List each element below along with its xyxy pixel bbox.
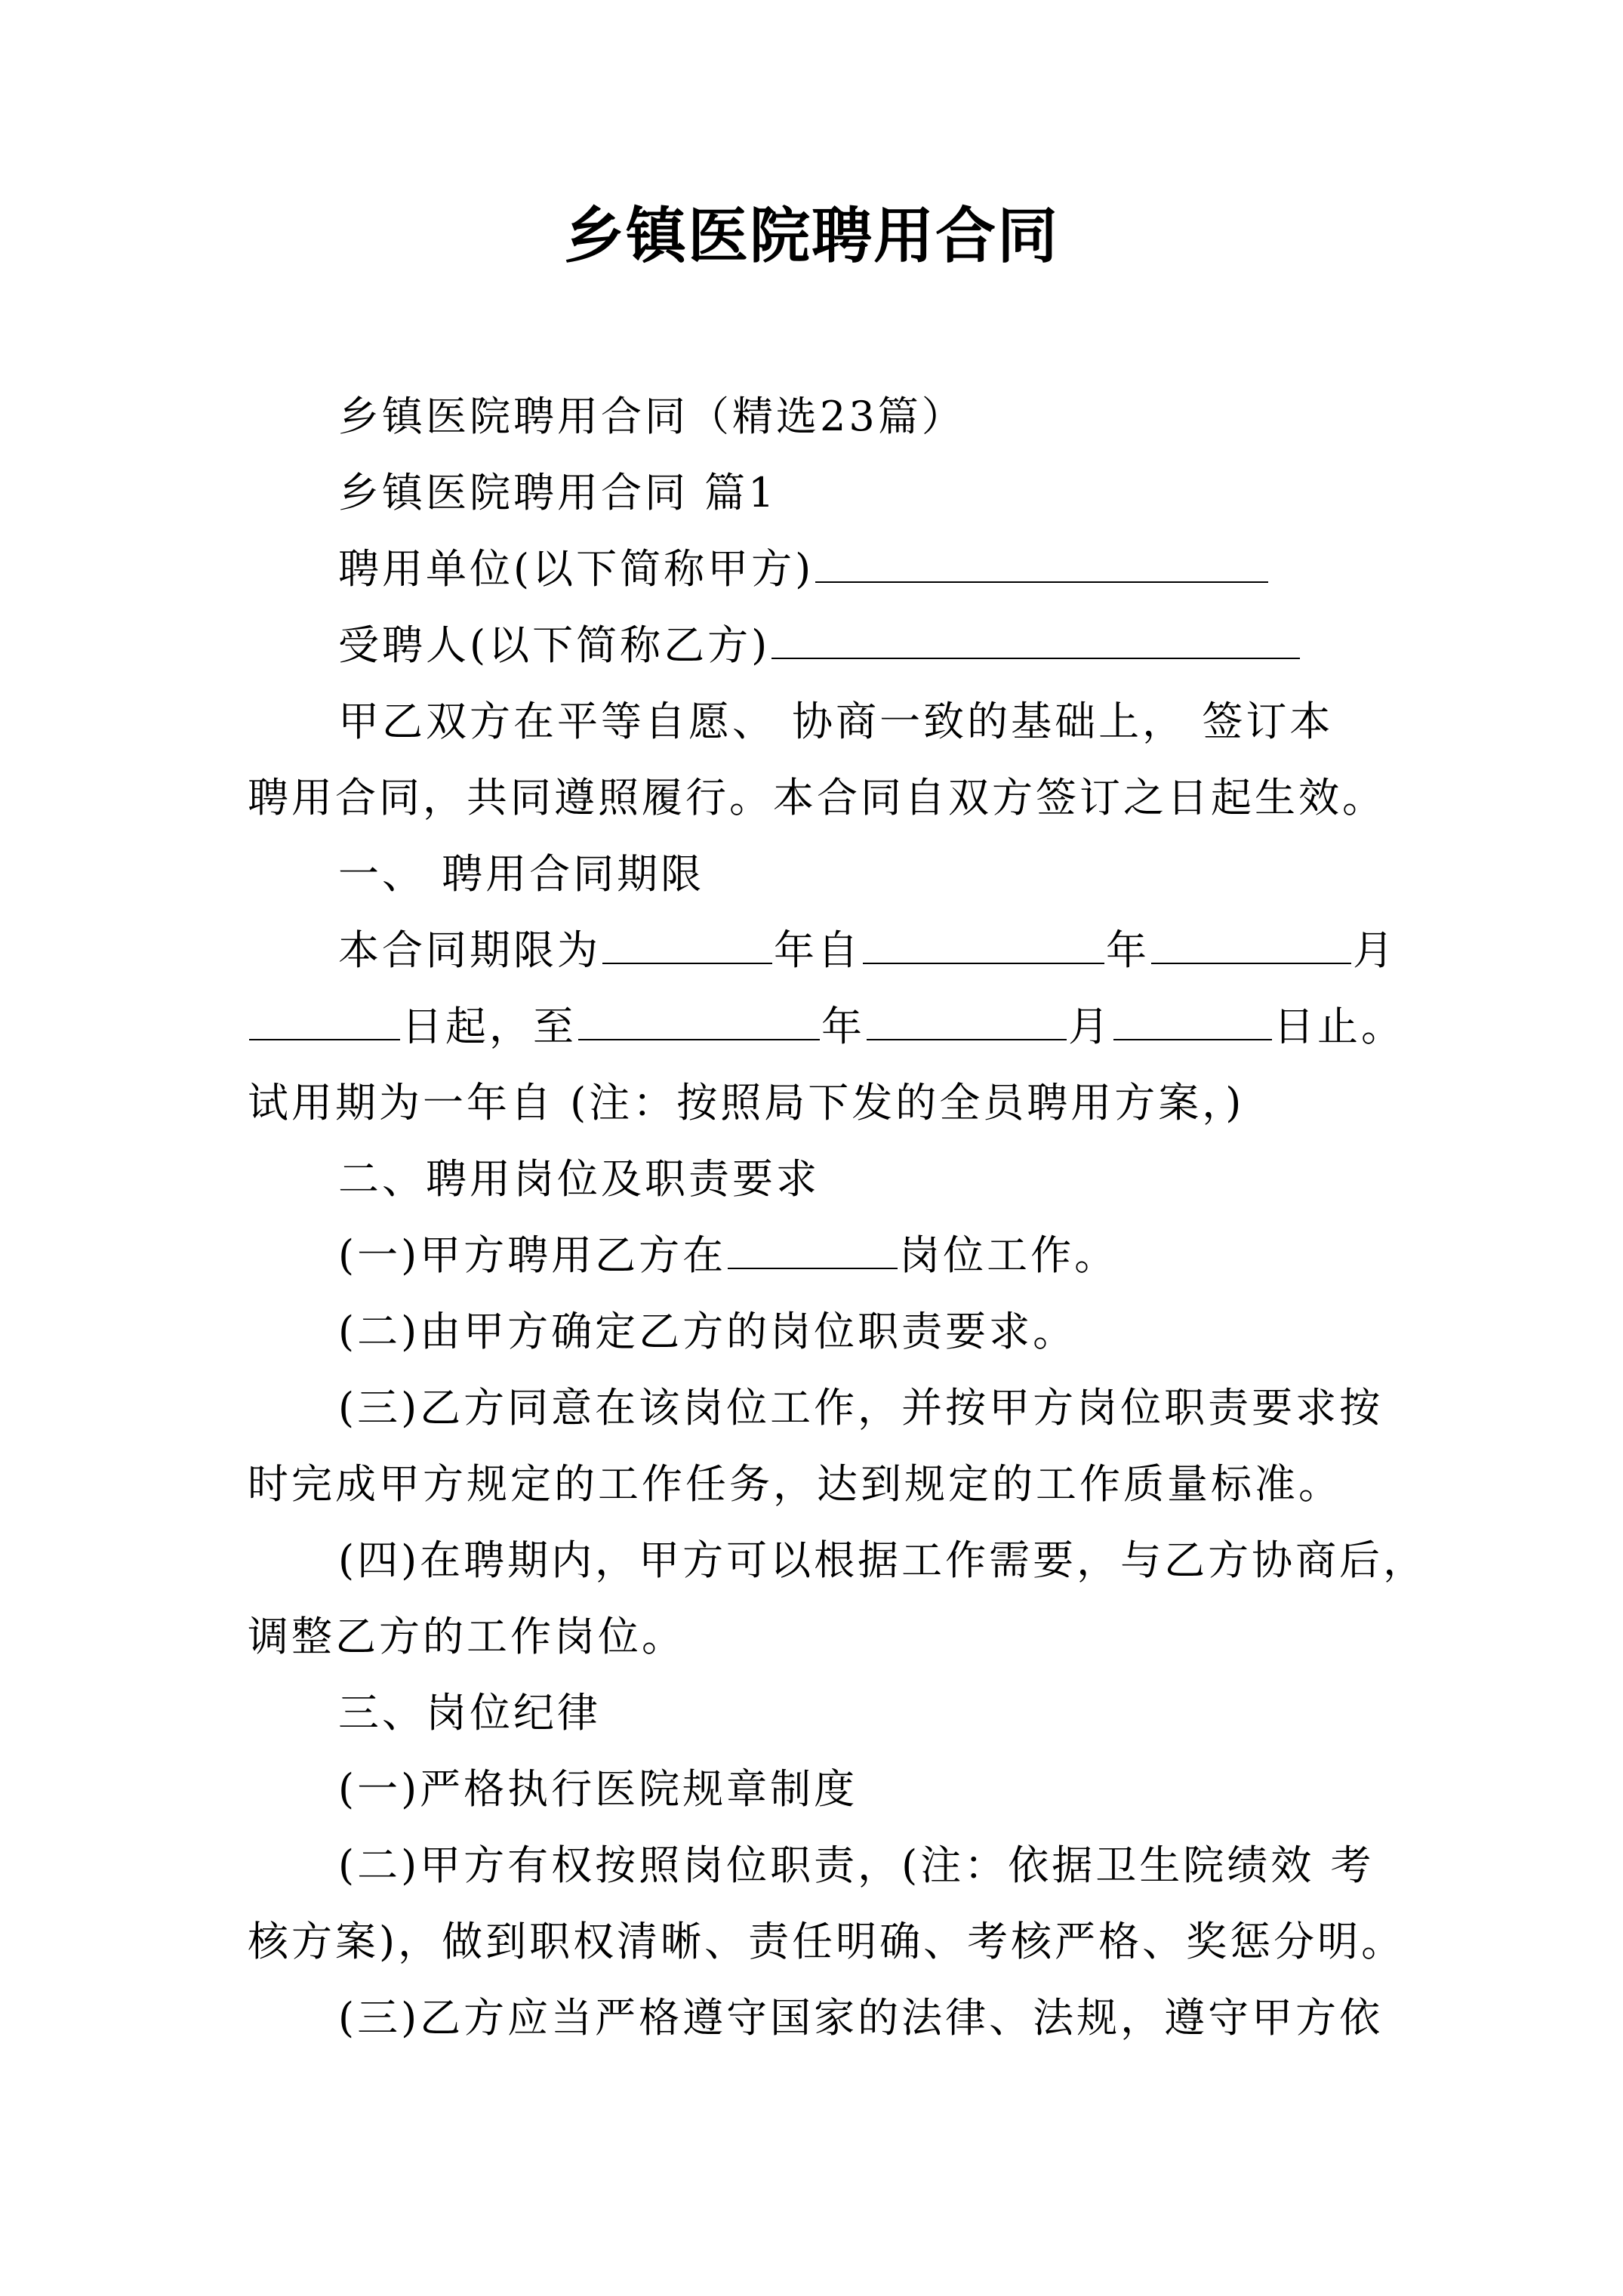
term-blank-2: [863, 925, 1104, 964]
section-2-item-1: [338, 1229, 1118, 1282]
section-2-item-3-line-2: 时完成甲方规定的工作任务，达到规定的工作质量标准。: [248, 1460, 1342, 1508]
employee-label: 受聘人(以下简称乙方): [338, 621, 771, 669]
section-2-item-3-line-1: (三)乙方同意在该岗位工作，并按甲方岗位职责要求按: [338, 1384, 1384, 1432]
term-line-2: [248, 1000, 1405, 1053]
section-2-item-2: (二)由甲方确定乙方的岗位职责要求。: [338, 1308, 1077, 1355]
term-text-h: 日止。: [1273, 1003, 1405, 1050]
section-3-item-1: (一)严格执行医院规章制度: [338, 1765, 858, 1813]
employer-label: 聘用单位(以下简称甲方): [338, 545, 815, 593]
section-2-heading: 二、聘用岗位及职责要求: [338, 1155, 820, 1203]
document-title: 乡镇医院聘用合同: [564, 200, 1059, 271]
employee-line: [338, 619, 1301, 672]
position-blank: [728, 1230, 898, 1269]
section-header: 乡镇医院聘用合同 篇1: [338, 469, 778, 516]
term-blank-7: [1113, 1001, 1272, 1040]
term-text-e: 日起，至: [402, 1003, 577, 1050]
employer-line: [338, 543, 1270, 596]
intro-line-2: 聘用合同，共同遵照履行。本合同自双方签订之日起生效。: [248, 774, 1386, 821]
term-blank-3: [1151, 925, 1351, 964]
section-3-item-3-line-1: (三)乙方应当严格遵守国家的法律、法规，遵守甲方依: [338, 1994, 1384, 2042]
term-text-a: 本合同期限为: [338, 926, 601, 974]
term-text-c: 年: [1106, 926, 1150, 974]
term-blank-6: [867, 1001, 1067, 1040]
section-3-item-2-line-1: (二)甲方有权按照岗位职责，(注：依据卫生院绩效 考: [338, 1841, 1375, 1889]
section-2-item-4-line-2: 调整乙方的工作岗位。: [248, 1613, 685, 1660]
term-blank-4: [249, 1001, 400, 1040]
employer-blank: [815, 544, 1268, 583]
section-1-heading: 一、 聘用合同期限: [338, 850, 705, 898]
section-2-item-4-line-1: (四)在聘期内，甲方可以根据工作需要，与乙方协商后，: [338, 1536, 1427, 1584]
term-line-1: [338, 924, 1397, 977]
term-text-g: 月: [1068, 1003, 1112, 1050]
probation-line: 试用期为一年自 (注：按照局下发的全员聘用方案，): [248, 1079, 1245, 1126]
term-text-d: 月: [1353, 926, 1397, 974]
item-1-text-b: 岗位工作。: [899, 1231, 1119, 1279]
document-subtitle: 乡镇医院聘用合同（精选23篇）: [338, 393, 965, 440]
term-text-f: 年: [821, 1003, 865, 1050]
section-3-item-2-line-2: 核方案)，做到职权清晰、责任明确、考核严格、奖惩分明。: [248, 1918, 1406, 1965]
term-text-b: 年自: [774, 926, 861, 974]
term-blank-1: [602, 925, 772, 964]
item-1-text-a: (一)甲方聘用乙方在: [338, 1231, 727, 1279]
section-3-heading: 三、岗位纪律: [338, 1689, 601, 1737]
employee-blank: [771, 620, 1300, 659]
intro-line-1: 甲乙双方在平等自愿、 协商一致的基础上， 签订本: [338, 698, 1334, 745]
term-blank-5: [578, 1001, 820, 1040]
